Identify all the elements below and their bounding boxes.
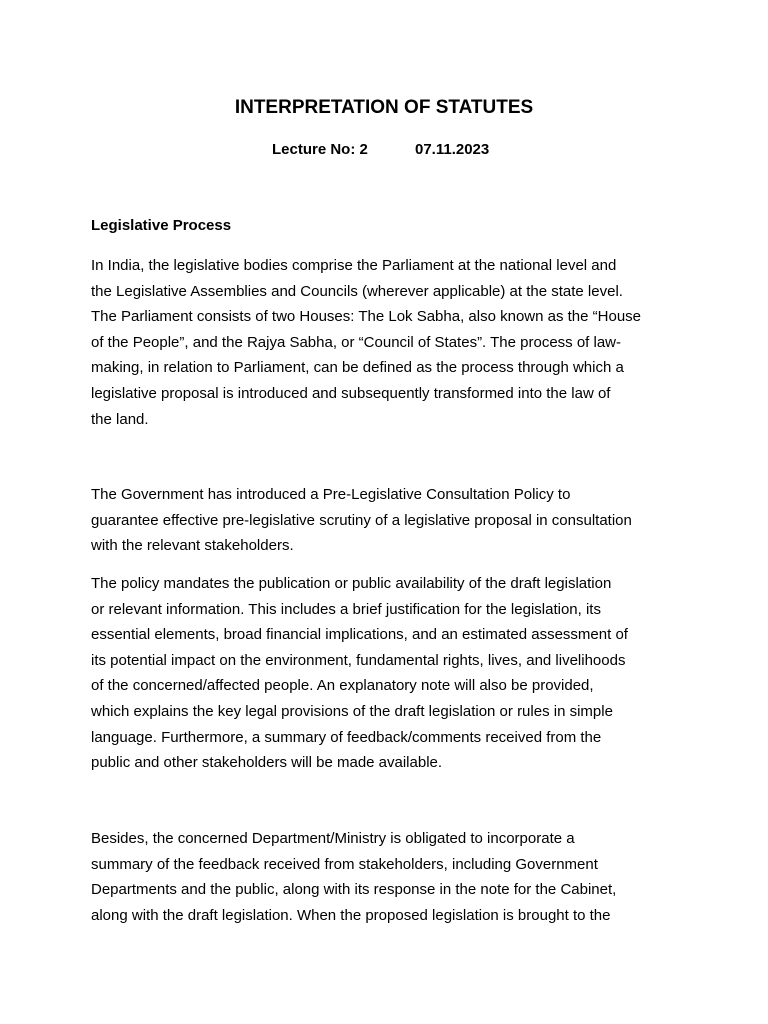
lecture-info [272,139,490,161]
paragraph-line: In India, the legislative bodies comprise the Parliament at the national level and [91,257,617,274]
paragraph-line: along with the draft legislation. When the proposed legislation is brought to the [91,906,611,924]
paragraph-line: summary of the feedback received from stakeholders, including Government [91,855,598,873]
lecture-number: Lecture No: 2 [272,141,368,158]
paragraph-line: public and other stakeholders will be made available. [91,754,443,772]
paragraph-line: Besides, the concerned Department/Ministry is obligated to incorporate a [91,830,575,847]
paragraph-4 [91,826,691,928]
paragraph-line: legislative proposal is introduced and subsequently transformed into the law of [91,384,611,402]
paragraph-line: of the People”, and the Rajya Sabha, or “Council of States”. The process of law- [91,333,622,351]
paragraph-line: The Parliament consists of two Houses: The Lok Sabha, also known as the “House [91,308,642,326]
paragraph-line: with the relevant stakeholders. [91,537,294,555]
paragraph-line: The policy mandates the publication or public availability of the draft legislation [91,575,612,592]
paragraph-3 [91,571,691,776]
paragraph-line: language. Furthermore, a summary of feedback/comments received from the [91,728,602,746]
paragraph-line: The Government has introduced a Pre-Legislative Consultation Policy to [91,486,571,503]
paragraph-line: Departments and the public, along with its response in the note for the Cabinet, [91,881,617,899]
lecture-date: 07.11.2023 [415,141,490,158]
paragraph-line: making, in relation to Parliament, can be defined as the process through which a [91,359,624,377]
paragraph-line: or relevant information. This includes a brief justification for the legislation, its [91,600,601,618]
section-heading: Legislative Process [91,217,232,234]
paragraph-line: the land. [91,410,149,428]
document-title: INTERPRETATION OF STATUTES [234,97,534,118]
paragraph-line: its potential impact on the environment, fundamental rights, lives, and livelihoods [91,651,626,669]
paragraph-line: the Legislative Assemblies and Councils (wherever applicable) at the state level. [91,282,623,300]
paragraph-line: which explains the key legal provisions of the draft legislation or rules in simple [91,702,613,720]
paragraph-1 [91,253,691,432]
paragraph-2 [91,482,691,559]
paragraph-line: essential elements, broad financial implications, and an estimated assessment of [91,626,628,644]
paragraph-line: guarantee effective pre-legislative scrutiny of a legislative proposal in consultation [91,511,632,529]
paragraph-line: of the concerned/affected people. An explanatory note will also be provided, [91,677,594,695]
